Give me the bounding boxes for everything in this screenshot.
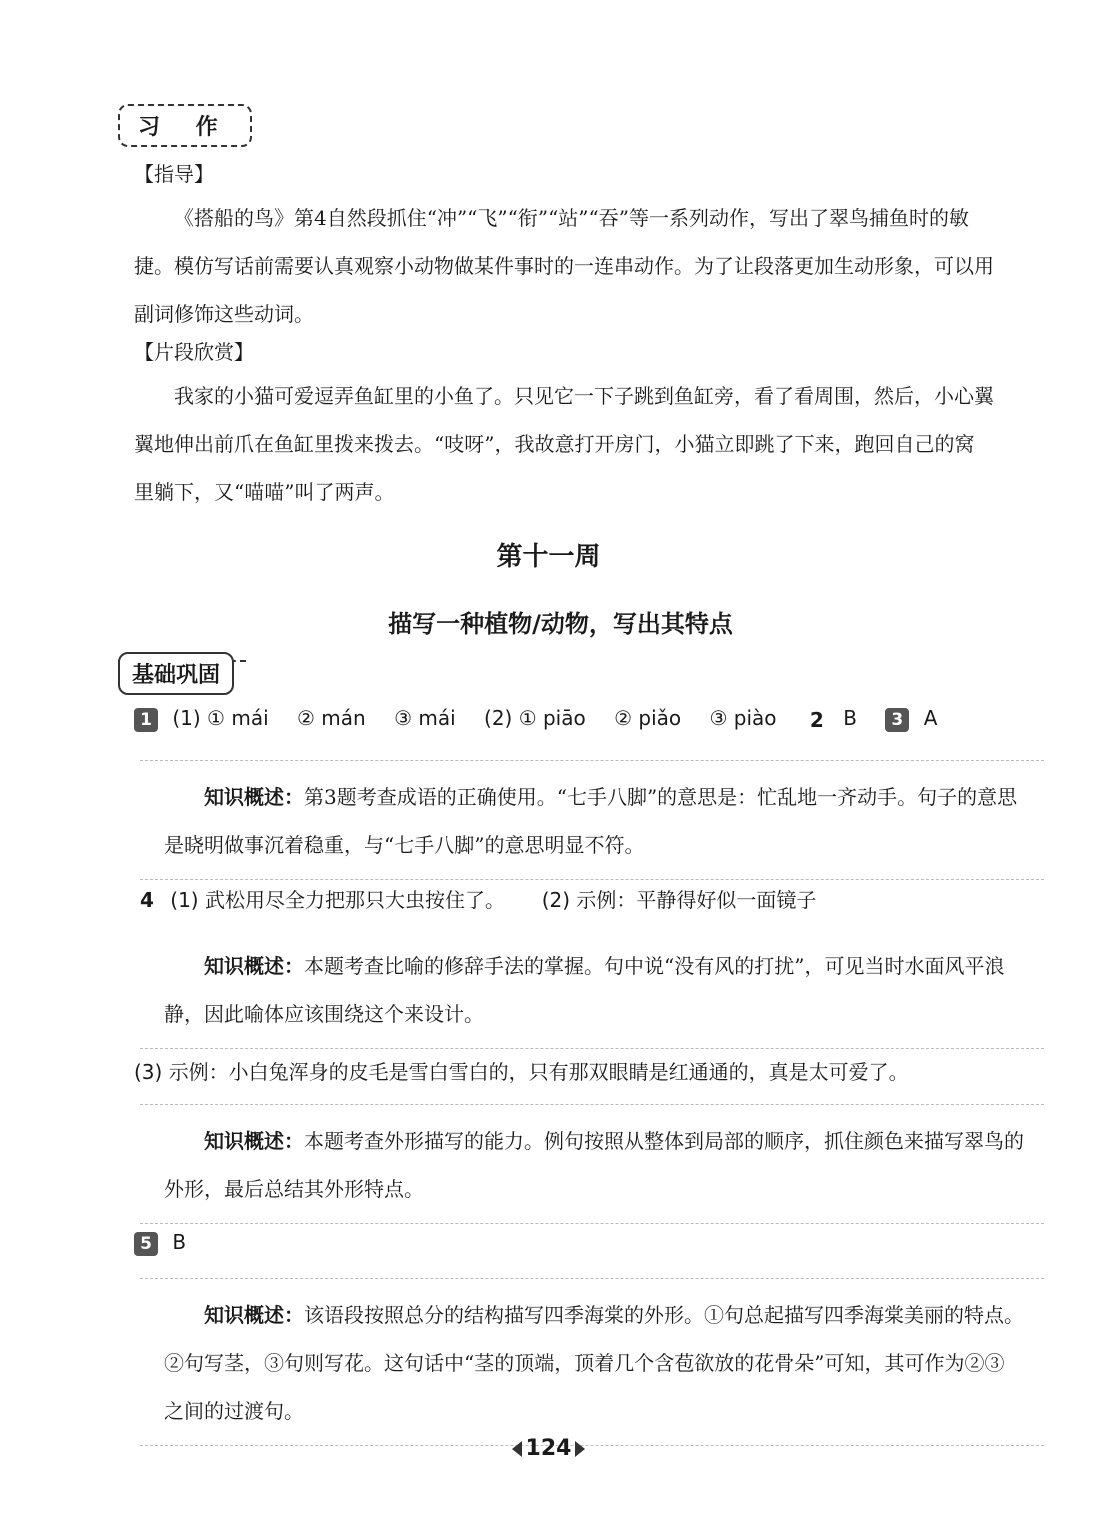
knowledge-note-4 bbox=[140, 1278, 1044, 1446]
answer-line-4 bbox=[140, 884, 816, 913]
note-text: 第3题考查成语的正确使用。“七手八脚”的意思是：忙乱地一齐动手。句子的意思是晓明做事沉着稳重，与“七手八脚”的意思明显不符。 bbox=[164, 785, 1018, 857]
page-number bbox=[0, 1436, 1097, 1461]
note-label: 知识概述： bbox=[204, 785, 304, 809]
answer-line-1-3 bbox=[134, 706, 937, 732]
q1-part: (2) ① piāo bbox=[484, 706, 586, 730]
question-number-1: 1 bbox=[134, 708, 158, 732]
q4-part-2: (2) 示例：平静得好似一面镜子 bbox=[541, 888, 817, 912]
q1-part: (1) ① mái bbox=[172, 706, 269, 730]
note-text: 本题考查外形描写的能力。例句按照从整体到局部的顺序，抓住颜色来描写翠鸟的外形，最后总结其外形特点。 bbox=[164, 1129, 1024, 1201]
knowledge-note-2 bbox=[140, 930, 1044, 1049]
q1-part: ② mán bbox=[297, 706, 366, 730]
guide-paragraph: 《搭船的鸟》第4自然段抓住“冲”“飞”“衔”“站”“吞”等一系列动作，写出了翠鸟捕鱼时的敏捷。模仿写话前需要认真观察小动物做某件事时的一连串动作。为了让段落更加生动形象，可以用副词修饰这些动词。 bbox=[134, 206, 994, 326]
q2-answer: B bbox=[843, 706, 857, 730]
knowledge-note-3 bbox=[140, 1104, 1044, 1224]
question-number-2: 2 bbox=[805, 708, 829, 732]
question-number-3: 3 bbox=[885, 708, 909, 732]
question-number-4: 4 bbox=[140, 888, 154, 912]
q1-part: ② piǎo bbox=[614, 706, 682, 730]
note-text: 本题考查比喻的修辞手法的掌握。句中说“没有风的打扰”，可见当时水面风平浪静，因此喻体应该围绕这个来设计。 bbox=[164, 954, 1005, 1026]
excerpt-label: 【片段欣赏】 bbox=[134, 340, 254, 364]
note-label: 知识概述： bbox=[204, 1129, 304, 1153]
q4-part-1: (1) 武松用尽全力把那只大虫按住了。 bbox=[170, 888, 505, 912]
right-triangle-icon bbox=[575, 1441, 585, 1457]
q5-answer: B bbox=[172, 1230, 187, 1254]
q1-part: ③ mái bbox=[394, 706, 456, 730]
note-label: 知识概述： bbox=[204, 954, 304, 978]
answer-line-5 bbox=[134, 1230, 186, 1256]
question-number-5: 5 bbox=[134, 1232, 158, 1256]
knowledge-note-1 bbox=[140, 760, 1044, 880]
page-number-text: 124 bbox=[525, 1436, 572, 1461]
week-title: 第十一周 bbox=[496, 542, 601, 572]
guide-label: 【指导】 bbox=[134, 162, 214, 186]
note-label: 知识概述： bbox=[204, 1303, 304, 1327]
answer-line-4-3: (3) 示例：小白兔浑身的皮毛是雪白雪白的，只有那双眼睛是红通通的，真是太可爱了。 bbox=[134, 1060, 909, 1084]
q1-part: ③ piào bbox=[709, 706, 777, 730]
q3-answer: A bbox=[923, 706, 938, 730]
left-triangle-icon bbox=[512, 1441, 522, 1457]
unit-title: 描写一种植物/动物，写出其特点 bbox=[388, 610, 733, 638]
excerpt-paragraph: 我家的小猫可爱逗弄鱼缸里的小鱼了。只见它一下子跳到鱼缸旁，看了看周围，然后，小心翼翼地伸出前爪在鱼缸里拨来拨去。“吱呀”，我故意打开房门，小猫立即跳了下来，跑回自己的窝里躺下，又“喵喵”叫了两声。 bbox=[134, 384, 994, 504]
note-text: 该语段按照总分的结构描写四季海棠的外形。①句总起描写四季海棠美丽的特点。②句写茎，③句则写花。这句话中“茎的顶端，顶着几个含苞欲放的花骨朵”可知，其可作为②③之间的过渡句。 bbox=[164, 1303, 1024, 1423]
writing-section-tag: 习 作 bbox=[118, 104, 252, 147]
basics-section-tag: 基础巩固 bbox=[118, 652, 234, 695]
